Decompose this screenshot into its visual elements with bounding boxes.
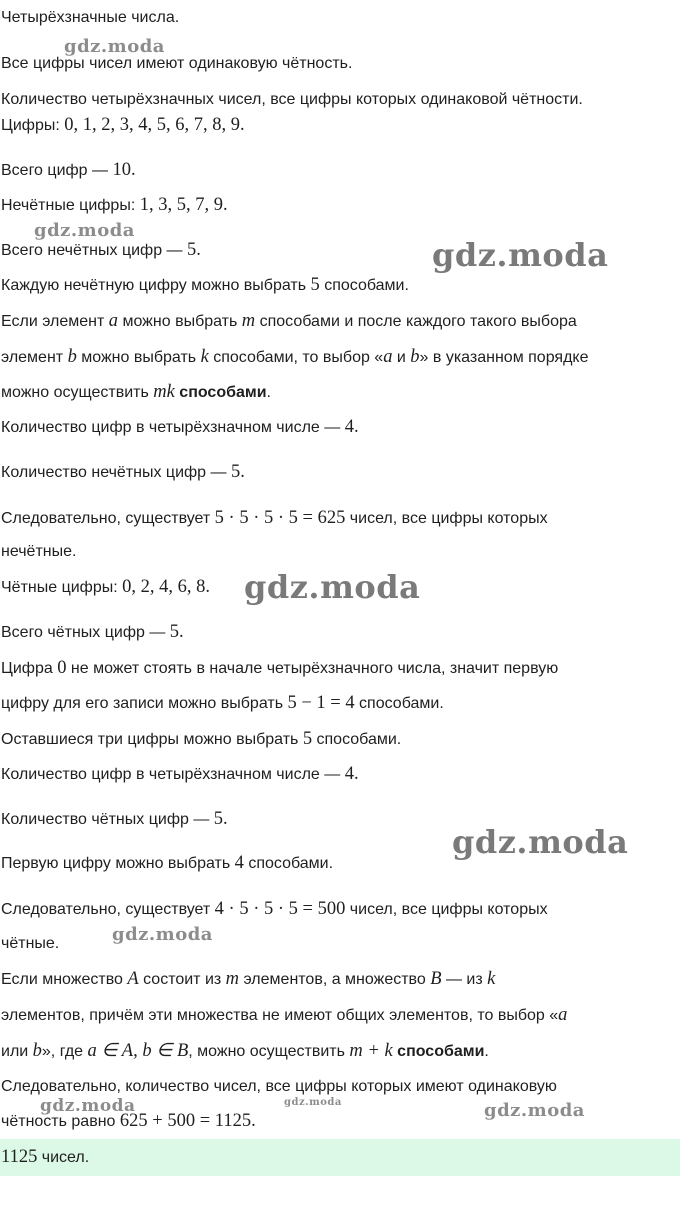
solution-line: чётность равно 625 + 500 = 1125.	[1, 1111, 256, 1131]
solution-line: чётные.	[1, 935, 60, 952]
watermark: gdz.moda	[40, 1096, 136, 1116]
watermark: gdz.moda	[64, 36, 165, 57]
rule-line: Если множество A состоит из m элементов, а множество B — из k	[1, 969, 496, 989]
watermark: gdz.moda	[112, 924, 213, 945]
solution-line: Всего чётных цифр — 5.	[1, 622, 184, 642]
solution-line: Количество чётных цифр — 5.	[1, 809, 228, 829]
solution-line: Каждую нечётную цифру можно выбрать 5 способами.	[1, 275, 409, 295]
task-title: Четырёхзначные числа.	[1, 9, 180, 26]
solution-line: Следовательно, существует 5 · 5 · 5 · 5 = 625 чисел, все цифры которых	[1, 508, 548, 528]
solution-line: Всего цифр — 10.	[1, 160, 136, 180]
watermark: gdz.moda	[432, 236, 609, 274]
rule-line: Если элемент a можно выбрать m способами и после каждого такого выбора	[1, 311, 577, 331]
watermark: gdz.moda	[284, 1097, 342, 1108]
rule-line: элемент b можно выбрать k способами, то выбор «a и b» в указанном порядке	[1, 347, 589, 367]
watermark: gdz.moda	[484, 1100, 585, 1121]
condition-line: Все цифры чисел имеют одинаковую чётность.	[1, 55, 353, 72]
solution-line: цифру для его записи можно выбрать 5 − 1 = 4 способами.	[1, 693, 444, 713]
solution-line: Оставшиеся три цифры можно выбрать 5 способами.	[1, 729, 402, 749]
solution-line: Количество цифр в четырёхзначном числе — 4.	[1, 764, 359, 784]
solution-line: Чётные цифры: 0, 2, 4, 6, 8.	[1, 577, 210, 597]
solution-line: Первую цифру можно выбрать 4 способами.	[1, 853, 334, 873]
solution-line: Цифры: 0, 1, 2, 3, 4, 5, 6, 7, 8, 9.	[1, 115, 245, 135]
watermark: gdz.moda	[452, 823, 629, 861]
rule-line: элементов, причём эти множества не имеют общих элементов, то выбор «a	[1, 1005, 568, 1025]
watermark: gdz.moda	[34, 220, 135, 241]
solution-line: Количество нечётных цифр — 5.	[1, 462, 245, 482]
solution-line: Цифра 0 не может стоять в начале четырёхзначного числа, значит первую	[1, 658, 559, 678]
watermark: gdz.moda	[244, 568, 421, 606]
question-line: Количество четырёхзначных чисел, все цифры которых одинаковой чётности.	[1, 91, 583, 108]
solution-line: Всего нечётных цифр — 5.	[1, 240, 201, 260]
solution-line: Нечётные цифры: 1, 3, 5, 7, 9.	[1, 195, 228, 215]
answer-box	[0, 1139, 680, 1176]
solution-line: нечётные.	[1, 543, 77, 560]
answer-text: 1125 чисел.	[1, 1147, 90, 1167]
solution-line: Следовательно, существует 4 · 5 · 5 · 5 = 500 чисел, все цифры которых	[1, 899, 548, 919]
rule-line: или b», где a ∈ A, b ∈ B, можно осуществить m + k способами.	[1, 1041, 489, 1061]
solution-line: Следовательно, количество чисел, все цифры которых имеют одинаковую	[1, 1078, 557, 1095]
solution-line: Количество цифр в четырёхзначном числе — 4.	[1, 417, 359, 437]
rule-line: можно осуществить mk способами.	[1, 382, 271, 402]
